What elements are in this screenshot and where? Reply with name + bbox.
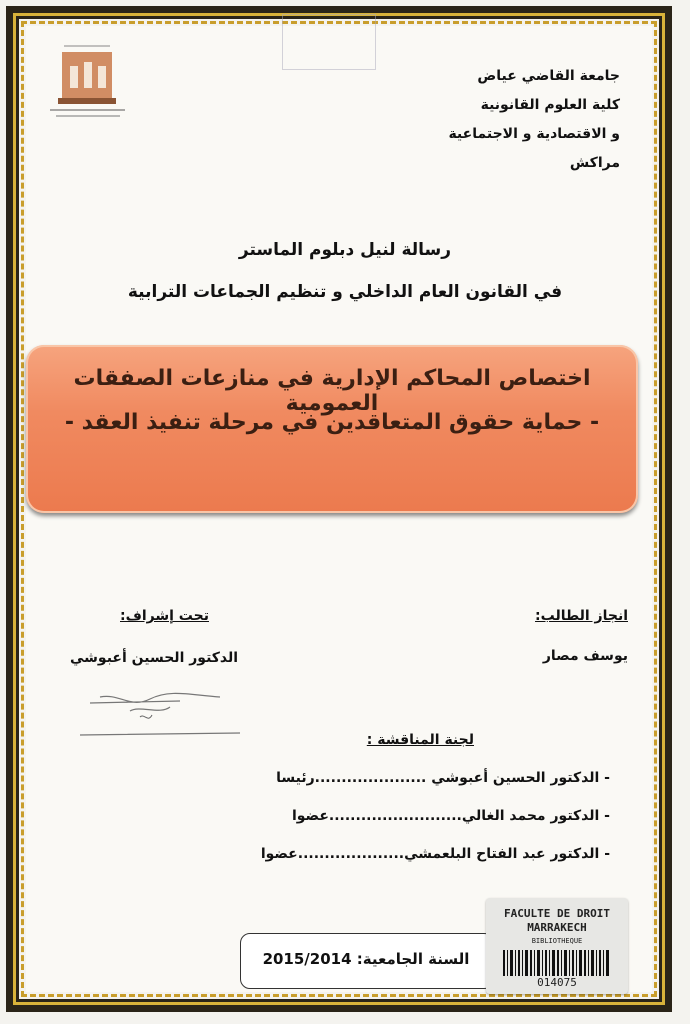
university-name: جامعة القاضي عياض xyxy=(477,68,620,84)
library-stamp-line2: MARRAKECH xyxy=(527,921,587,934)
student-label: انجاز الطالب: xyxy=(535,608,628,624)
jury-member: - الدكتور الحسين أعبوشي .....................رئيسا xyxy=(276,770,610,786)
university-header xyxy=(448,62,620,178)
supervisor-name: الدكتور الحسين أعبوشي xyxy=(70,650,239,666)
thesis-main-title: اختصاص المحاكم الإدارية في منازعات الصفقات العمومية xyxy=(73,366,591,416)
jury-label: لجنة المناقشة : xyxy=(366,732,474,748)
student-name: يوسف مصار xyxy=(542,648,628,664)
supervisor-label: تحت إشراف: xyxy=(120,608,209,624)
academic-year: السنة الجامعية: 2015/2014 xyxy=(262,950,470,968)
library-stamp-line3: BIBLIOTHEQUE xyxy=(531,937,583,945)
jury-member: - الدكتور عبد الفتاح البلعمشي....................عضوا xyxy=(260,846,610,862)
barcode xyxy=(503,950,611,976)
faculty-name-line1: كلية العلوم القانونية xyxy=(480,97,620,113)
degree-title: رسالة لنيل دبلوم الماستر xyxy=(238,240,452,260)
library-code: 014075 xyxy=(537,976,577,989)
signature xyxy=(70,685,250,745)
jury-member: - الدكتور محمد الغالي.........................عضوا xyxy=(291,808,610,824)
thesis-subtitle: - حماية حقوق المتعاقدين في مرحلة تنفيذ العقد - xyxy=(64,410,600,435)
university-logo xyxy=(40,40,135,125)
city-name: مراكش xyxy=(569,155,620,171)
faculty-name-line2: و الاقتصادية و الاجتماعية xyxy=(448,126,620,142)
specialty-title: في القانون العام الداخلي و تنظيم الجماعات الترابية xyxy=(127,282,563,302)
top-stamp xyxy=(282,14,376,70)
library-stamp-line1: FACULTE DE DROIT xyxy=(504,907,610,920)
